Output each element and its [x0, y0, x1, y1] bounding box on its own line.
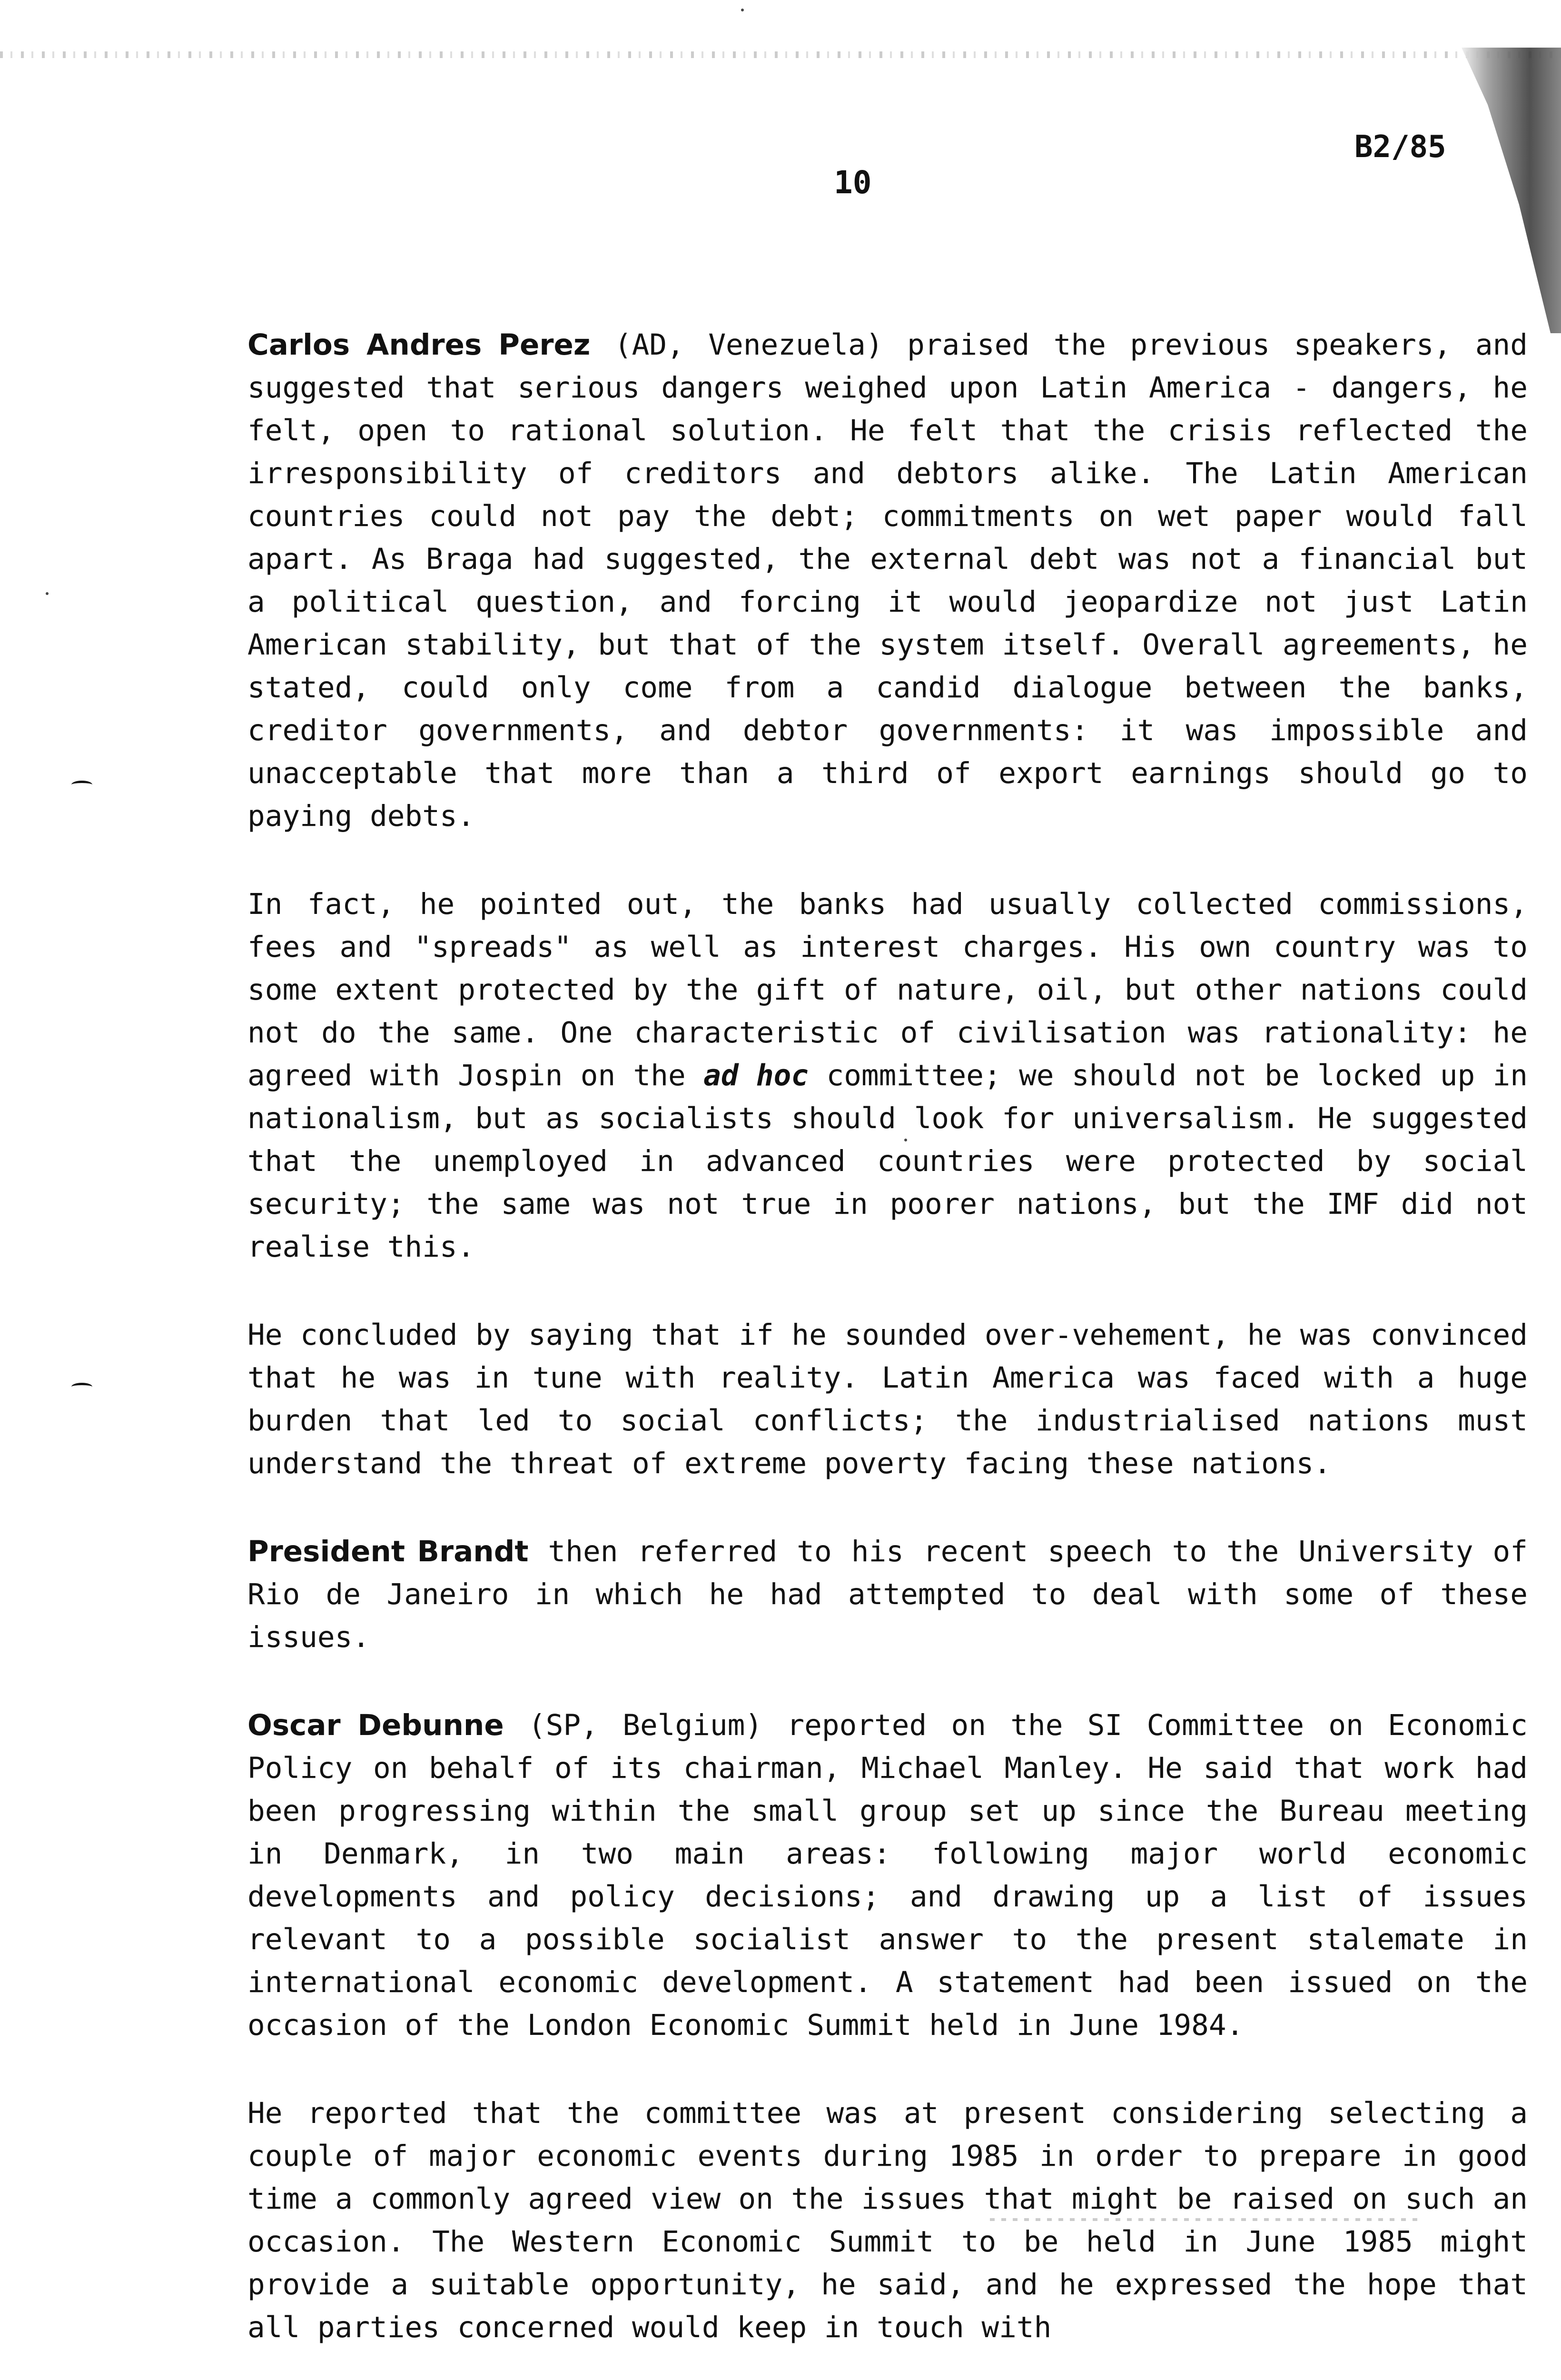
- page-number: 10: [834, 164, 872, 201]
- paragraph-debunne: [247, 1704, 1528, 2047]
- margin-tick-mark: [71, 781, 92, 789]
- paragraph-text: In fact, he pointed out, the banks had usually collected commissions, fees and "spreads" as well as interest charges. His own country was to some extent protected by the gift of nature, oil, but other nations could not do the same. One characteristic of civilisation was rationality: he agreed with Jospin on the: [247, 887, 1528, 1092]
- speaker-name: Oscar Debunne: [247, 1708, 504, 1742]
- scan-speck: [46, 592, 49, 595]
- paragraph-text: then referred to his recent speech to the University of Rio de Janeiro in which he had attempted to deal with some of these issues.: [247, 1535, 1528, 1654]
- paragraph-text: (AD, Venezuela) praised the previous speakers, and suggested that serious dangers weighed upon Latin America - dangers, he felt, open to rational solution. He felt that the crisis reflected the irresponsibility of creditors and debtors alike. The Latin American countries could not pay the debt; commitments on wet paper would fall apart. As Braga had suggested, the external debt was not a financial but a political question, and forcing it would jeopardize not just Latin American stability, but that of the system itself. Overall agreements, he stated, could only come from a candid dialogue between the banks, creditor governments, and debtor governments: it was impossible and unacceptable that more than a third of export earnings should go to paying debts.: [247, 328, 1528, 833]
- paragraph-perez: [247, 324, 1528, 838]
- italic-phrase: ad hoc: [703, 1059, 809, 1092]
- paragraph-conclusion: [247, 1314, 1528, 1485]
- paragraph-brandt: [247, 1530, 1528, 1659]
- paragraph-text: (SP, Belgium) reported on the SI Committee on Economic Policy on behalf of its chairman, Michael Manley. He said that work had been progressing within the small group set up since the Bureau meeting in Denmark, in two main areas: following major world economic developments and policy decisions; and drawing up a list of issues relevant to a possible socialist answer to the present stalemate in international economic development. A statement had been issued on the occasion of the London Economic Summit held in June 1984.: [247, 1708, 1528, 2042]
- paragraph-text: He concluded by saying that if he sounded over-vehement, he was convinced that he was in tune with reality. Latin America was faced with a huge burden that led to social conflicts; the industrialised nations must understand the threat of extreme poverty facing these nations.: [247, 1318, 1528, 1480]
- scan-corner-shadow: [1456, 48, 1561, 333]
- document-body: [247, 324, 1528, 2380]
- scan-edge-artifact: [0, 51, 1561, 58]
- paragraph-banks: [247, 883, 1528, 1269]
- paragraph-text: He reported that the committee was at present considering selecting a couple of major economic events during 1985 in order to prepare in good time a commonly agreed view on the issues that might be raised on such an occasion. The Western Economic Summit to be held in June 1985 might provide a suitable opportunity, he said, and he expressed the hope that all parties concerned would keep in touch with: [247, 2096, 1528, 2344]
- document-reference: B2/85: [1354, 129, 1446, 165]
- paragraph-text: committee; we should not be locked up in nationalism, but as socialists should look for universalism. He suggested that the unemployed in advanced countries were protected by social security; the same was not true in poorer nations, but the IMF did not realise this.: [247, 1059, 1528, 1264]
- speaker-name: Carlos Andres Perez: [247, 328, 591, 362]
- paragraph-committee: [247, 2092, 1528, 2349]
- margin-tick-mark: [71, 1383, 92, 1391]
- speaker-name: President Brandt: [247, 1535, 529, 1568]
- scan-speck: [741, 9, 744, 11]
